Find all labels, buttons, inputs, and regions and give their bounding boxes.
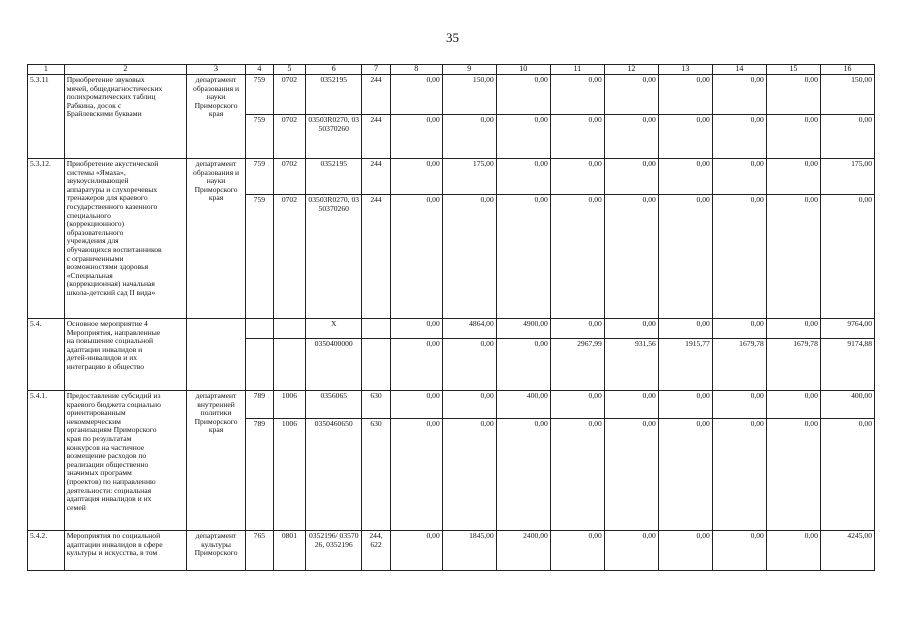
- amount-col-12: 0,00: [604, 531, 658, 571]
- amount-col-12: 0,00: [604, 195, 658, 319]
- target-article-code: 0352195: [306, 75, 362, 115]
- amount-col-13: 1915,77: [658, 339, 712, 391]
- target-article-code: 0352196/ 0357026, 0352196: [306, 531, 362, 571]
- amount-col-14: 0,00: [712, 319, 766, 339]
- expense-type-code: 244: [362, 159, 391, 195]
- table-row: [28, 391, 875, 419]
- amount-col-9: 150,00: [442, 75, 496, 115]
- amount-col-15: 0,00: [766, 391, 820, 419]
- amount-col-15: 0,00: [766, 159, 820, 195]
- amount-col-13: 0,00: [658, 159, 712, 195]
- section-code: 0702: [273, 75, 306, 115]
- amount-col-8: 0,00: [390, 531, 442, 571]
- column-header-14: 14: [712, 65, 766, 75]
- section-code: 0801: [273, 531, 306, 571]
- amount-col-11: 0,00: [550, 75, 604, 115]
- amount-col-10: 0,00: [496, 339, 550, 391]
- amount-col-8: 0,00: [390, 159, 442, 195]
- amount-col-14: 1679,78: [712, 339, 766, 391]
- section-code: 0702: [273, 195, 306, 319]
- amount-col-16: 0,00: [820, 115, 874, 159]
- amount-col-12: 0,00: [604, 419, 658, 531]
- amount-col-9: 1845,00: [442, 531, 496, 571]
- column-header-3: 3: [186, 65, 245, 75]
- amount-col-10: 0,00: [496, 419, 550, 531]
- column-header-12: 12: [604, 65, 658, 75]
- column-header-15: 15: [766, 65, 820, 75]
- section-code: 0702: [273, 159, 306, 195]
- row-number: 5.4.2.: [28, 531, 65, 571]
- amount-col-13: 0,00: [658, 195, 712, 319]
- amount-col-9: 0,00: [442, 195, 496, 319]
- expense-type-code: 630: [362, 391, 391, 419]
- amount-col-9: 0,00: [442, 339, 496, 391]
- amount-col-14: 0,00: [712, 159, 766, 195]
- amount-col-16: 150,00: [820, 75, 874, 115]
- budget-table: [27, 64, 875, 571]
- amount-col-15: 0,00: [766, 75, 820, 115]
- amount-col-11: 0,00: [550, 115, 604, 159]
- target-article-code: 03503R0270, 0350370260: [306, 195, 362, 319]
- executor-department: департамент образования и науки Приморского края: [186, 159, 245, 319]
- table-row: [28, 531, 875, 571]
- table-row: [28, 75, 875, 115]
- amount-col-12: 0,00: [604, 319, 658, 339]
- expense-type-code: 244: [362, 75, 391, 115]
- amount-col-9: 4864,00: [442, 319, 496, 339]
- section-code: 1006: [273, 391, 306, 419]
- column-header-6: 6: [306, 65, 362, 75]
- amount-col-12: 0,00: [604, 391, 658, 419]
- executor-department: департамент внутренней политики Приморского края: [186, 391, 245, 531]
- amount-col-14: 0,00: [712, 391, 766, 419]
- expense-type-code: 244, 622: [362, 531, 391, 571]
- section-code: [273, 319, 306, 339]
- grbs-code: 759: [246, 75, 274, 115]
- amount-col-11: 0,00: [550, 391, 604, 419]
- measure-name: Основное мероприятие 4 Мероприятия, направленные на повышение социальной адаптации инвалидов и детей-инвалидов и их интеграцию в общество: [64, 319, 186, 391]
- section-code: [273, 339, 306, 391]
- column-header-9: 9: [442, 65, 496, 75]
- amount-col-14: 0,00: [712, 419, 766, 531]
- column-header-11: 11: [550, 65, 604, 75]
- amount-col-8: 0,00: [390, 419, 442, 531]
- amount-col-9: 0,00: [442, 115, 496, 159]
- row-number: 5.3.11: [28, 75, 65, 159]
- column-header-8: 8: [390, 65, 442, 75]
- amount-col-9: 175,00: [442, 159, 496, 195]
- amount-col-13: 0,00: [658, 115, 712, 159]
- amount-col-11: 0,00: [550, 159, 604, 195]
- amount-col-11: 0,00: [550, 531, 604, 571]
- measure-name: Приобретение акустической системы «Ямаха», звукоусиливающей аппаратуры и слухоречевых тренажеров для краевого государственного казенного специального (коррекционного) образовательного учреждения для обучающихся воспитанников с ограниченными возможностями здоровья «Специальная (коррекционная) начальная школа-детский сад II вида»: [64, 159, 186, 319]
- target-article-code: 0356065: [306, 391, 362, 419]
- column-header-4: 4: [246, 65, 274, 75]
- amount-col-12: 0,00: [604, 75, 658, 115]
- column-header-2: 2: [64, 65, 186, 75]
- target-article-code: 0350460650: [306, 419, 362, 531]
- amount-col-10: 0,00: [496, 75, 550, 115]
- grbs-code: 765: [246, 531, 274, 571]
- amount-col-8: 0,00: [390, 391, 442, 419]
- amount-col-16: 0,00: [820, 195, 874, 319]
- amount-col-12: 931,56: [604, 339, 658, 391]
- amount-col-13: 0,00: [658, 319, 712, 339]
- table-row: [28, 159, 875, 195]
- column-header-10: 10: [496, 65, 550, 75]
- target-article-code: 0352195: [306, 159, 362, 195]
- amount-col-10: 4900,00: [496, 319, 550, 339]
- amount-col-15: 0,00: [766, 195, 820, 319]
- executor-department: [186, 319, 245, 391]
- grbs-code: [246, 319, 274, 339]
- amount-col-8: 0,00: [390, 115, 442, 159]
- amount-col-14: 0,00: [712, 531, 766, 571]
- amount-col-14: 0,00: [712, 115, 766, 159]
- grbs-code: 789: [246, 391, 274, 419]
- amount-col-10: 0,00: [496, 195, 550, 319]
- amount-col-13: 0,00: [658, 531, 712, 571]
- measure-name: Предоставление субсидий из краевого бюджета социально ориентированным некоммерческим организациям Приморского края по результатам конкурсов на частичное возмещение расходов по реализации общественно значимых программ (проектов) по направлению деятельности: социальная адаптация инвалидов и их семей: [64, 391, 186, 531]
- row-number: 5.3.12.: [28, 159, 65, 319]
- amount-col-13: 0,00: [658, 391, 712, 419]
- row-number: 5.4.1.: [28, 391, 65, 531]
- amount-col-16: 0,00: [820, 419, 874, 531]
- table-row: [28, 319, 875, 339]
- amount-col-16: 4245,00: [820, 531, 874, 571]
- grbs-code: [246, 339, 274, 391]
- amount-col-12: 0,00: [604, 115, 658, 159]
- grbs-code: 789: [246, 419, 274, 531]
- expense-type-code: 244: [362, 115, 391, 159]
- grbs-code: 759: [246, 159, 274, 195]
- grbs-code: 759: [246, 115, 274, 159]
- amount-col-8: 0,00: [390, 339, 442, 391]
- column-header-5: 5: [273, 65, 306, 75]
- target-article-code: Х: [306, 319, 362, 339]
- column-header-7: 7: [362, 65, 391, 75]
- amount-col-11: 0,00: [550, 319, 604, 339]
- target-article-code: 0350400000: [306, 339, 362, 391]
- amount-col-14: 0,00: [712, 195, 766, 319]
- measure-name: Приобретение звуковых мячей, общедиагностических полихроматических таблиц Рабкина, досок с Брайлевскими буквами: [64, 75, 186, 159]
- amount-col-10: 0,00: [496, 159, 550, 195]
- expense-type-code: [362, 319, 391, 339]
- measure-name: Мероприятия по социальной адаптации инвалидов в сфере культуры и искусства, в том: [64, 531, 186, 571]
- amount-col-12: 0,00: [604, 159, 658, 195]
- section-code: 0702: [273, 115, 306, 159]
- expense-type-code: 630: [362, 419, 391, 531]
- column-header-1: 1: [28, 65, 65, 75]
- page-number: 35: [446, 30, 459, 45]
- column-header-13: 13: [658, 65, 712, 75]
- amount-col-8: 0,00: [390, 195, 442, 319]
- amount-col-16: 9174,88: [820, 339, 874, 391]
- amount-col-15: 0,00: [766, 531, 820, 571]
- amount-col-10: 2400,00: [496, 531, 550, 571]
- amount-col-16: 175,00: [820, 159, 874, 195]
- expense-type-code: 244: [362, 195, 391, 319]
- grbs-code: 759: [246, 195, 274, 319]
- amount-col-15: 0,00: [766, 419, 820, 531]
- amount-col-11: 0,00: [550, 195, 604, 319]
- amount-col-9: 0,00: [442, 391, 496, 419]
- executor-department: департамент образования и науки Приморского края: [186, 75, 245, 159]
- amount-col-8: 0,00: [390, 75, 442, 115]
- amount-col-11: 2967,99: [550, 339, 604, 391]
- executor-department: департамент культуры Приморского: [186, 531, 245, 571]
- amount-col-15: 0,00: [766, 115, 820, 159]
- column-header-16: 16: [820, 65, 874, 75]
- amount-col-15: 0,00: [766, 319, 820, 339]
- amount-col-9: 0,00: [442, 419, 496, 531]
- expense-type-code: [362, 339, 391, 391]
- table-header: [28, 65, 875, 75]
- target-article-code: 03503R0270, 0350370260: [306, 115, 362, 159]
- amount-col-8: 0,00: [390, 319, 442, 339]
- section-code: 1006: [273, 419, 306, 531]
- amount-col-13: 0,00: [658, 75, 712, 115]
- amount-col-15: 1679,78: [766, 339, 820, 391]
- amount-col-11: 0,00: [550, 419, 604, 531]
- header-row: [28, 65, 875, 75]
- row-number: 5.4.: [28, 319, 65, 391]
- amount-col-14: 0,00: [712, 75, 766, 115]
- table-body: [28, 75, 875, 571]
- amount-col-10: 400,00: [496, 391, 550, 419]
- amount-col-13: 0,00: [658, 419, 712, 531]
- amount-col-10: 0,00: [496, 115, 550, 159]
- amount-col-16: 400,00: [820, 391, 874, 419]
- amount-col-16: 9764,00: [820, 319, 874, 339]
